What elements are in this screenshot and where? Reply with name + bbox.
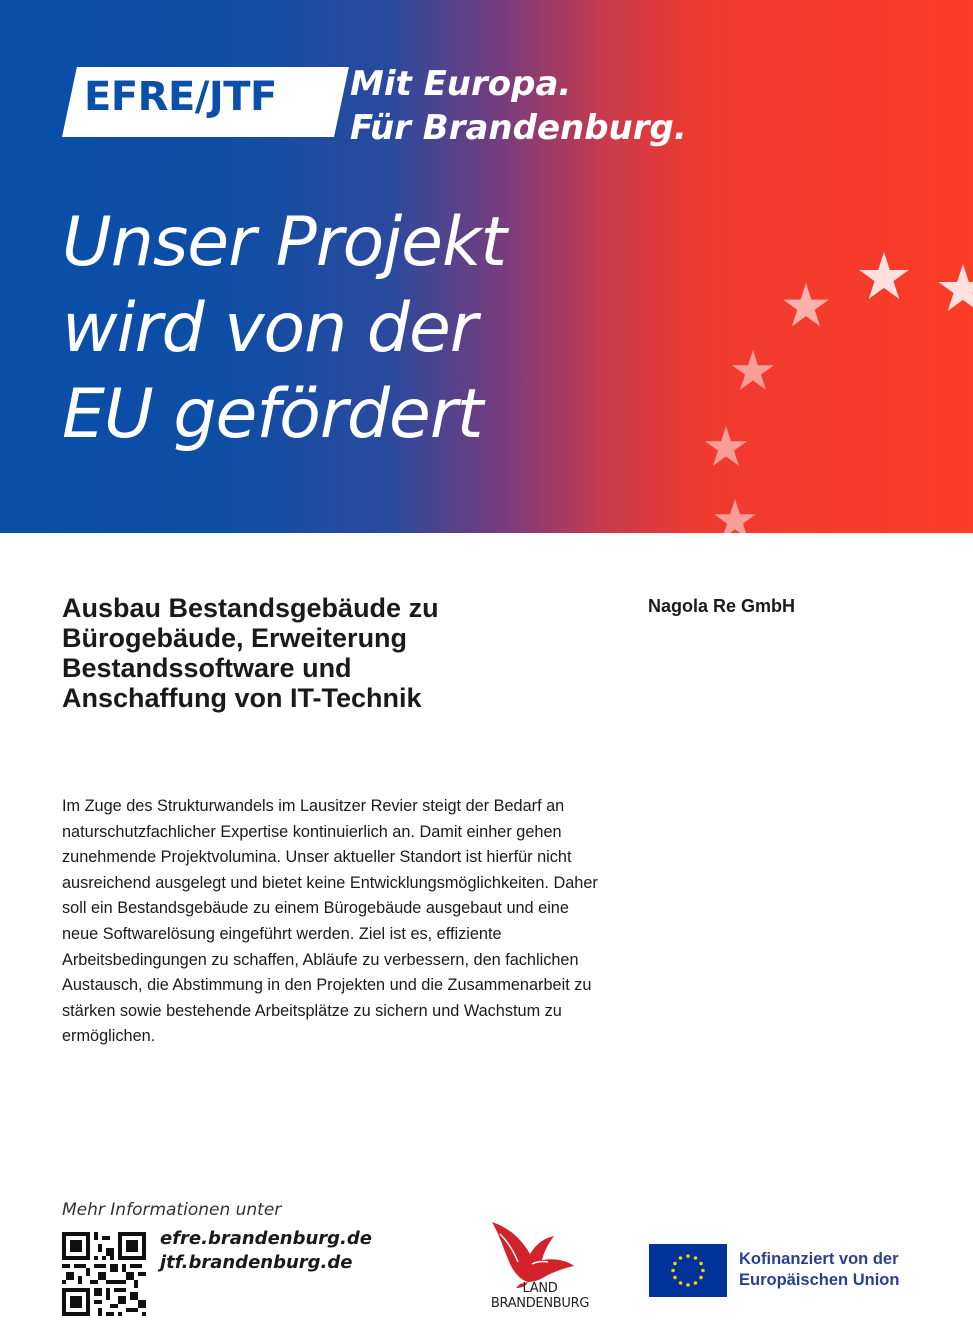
star-icon xyxy=(714,499,756,533)
project-description: Im Zuge des Strukturwandels im Lausitzer Revier steigt der Bedarf an naturschutzfachlicher Expertise kontinuierlich an. Damit einher gehen zunehmende Projektvolumina. Unser aktueller Standort ist hierfür nicht ausreichend ausgelegt und bietet keine Entwicklungsmöglichkeiten. Daher soll ein Bestandsgebäude zu einem Bürogebäude ausgebaut und eine neue Softwarelösung eingeführt werden. Ziel ist es, effiziente Arbeitsbedingungen zu schaffen, Abläufe zu verbessern, den fachlichen Austausch, die Abstimmung in den Projekten und die Zusammenarbeit zu stärken sowie bestehende Arbeitsplätze zu sichern und Wachstum zu ermöglichen. xyxy=(62,797,598,1046)
eu-flag-icon xyxy=(649,1244,727,1297)
slogan-line1: Mit Europa. xyxy=(350,64,572,104)
slogan-line2: Für Brandenburg. xyxy=(350,108,687,148)
links xyxy=(160,1227,372,1275)
eu-line1: Kofinanziert von der xyxy=(739,1250,899,1268)
qr-code-icon[interactable] xyxy=(62,1232,146,1316)
headline-line2: wird von der xyxy=(62,289,477,368)
project-title-line: Ausbau Bestandsgebäude zu xyxy=(62,593,439,623)
star-icon xyxy=(938,264,973,311)
land-line1: LAND xyxy=(522,1281,558,1296)
project-title xyxy=(62,593,582,713)
star-icon xyxy=(859,252,908,299)
star-icon xyxy=(705,426,747,466)
eu-cofinanced-label xyxy=(739,1249,899,1291)
eu-line2: Europäischen Union xyxy=(739,1271,900,1289)
star-icon xyxy=(732,350,774,390)
land-line2: BRANDENBURG xyxy=(490,1296,590,1311)
efre-link[interactable]: efre.brandenburg.de xyxy=(160,1228,372,1249)
star-icon xyxy=(783,283,829,326)
efre-badge-text: EFRE/JTF xyxy=(84,74,277,120)
land-brandenburg-label xyxy=(470,1281,610,1311)
eu-stars-decoration xyxy=(0,0,973,533)
jtf-link[interactable]: jtf.brandenburg.de xyxy=(160,1252,353,1273)
project-title-line: Anschaffung von IT-Technik xyxy=(62,683,422,713)
project-title-line: Bestandssoftware und xyxy=(62,653,352,683)
project-title-line: Bürogebäude, Erweiterung xyxy=(62,623,408,653)
company-name: Nagola Re GmbH xyxy=(648,596,796,616)
headline-line1: Unser Projekt xyxy=(62,203,507,282)
more-info-label: Mehr Informationen unter xyxy=(62,1200,282,1220)
headline-line3: EU gefördert xyxy=(62,375,483,454)
hero-banner xyxy=(0,0,973,533)
